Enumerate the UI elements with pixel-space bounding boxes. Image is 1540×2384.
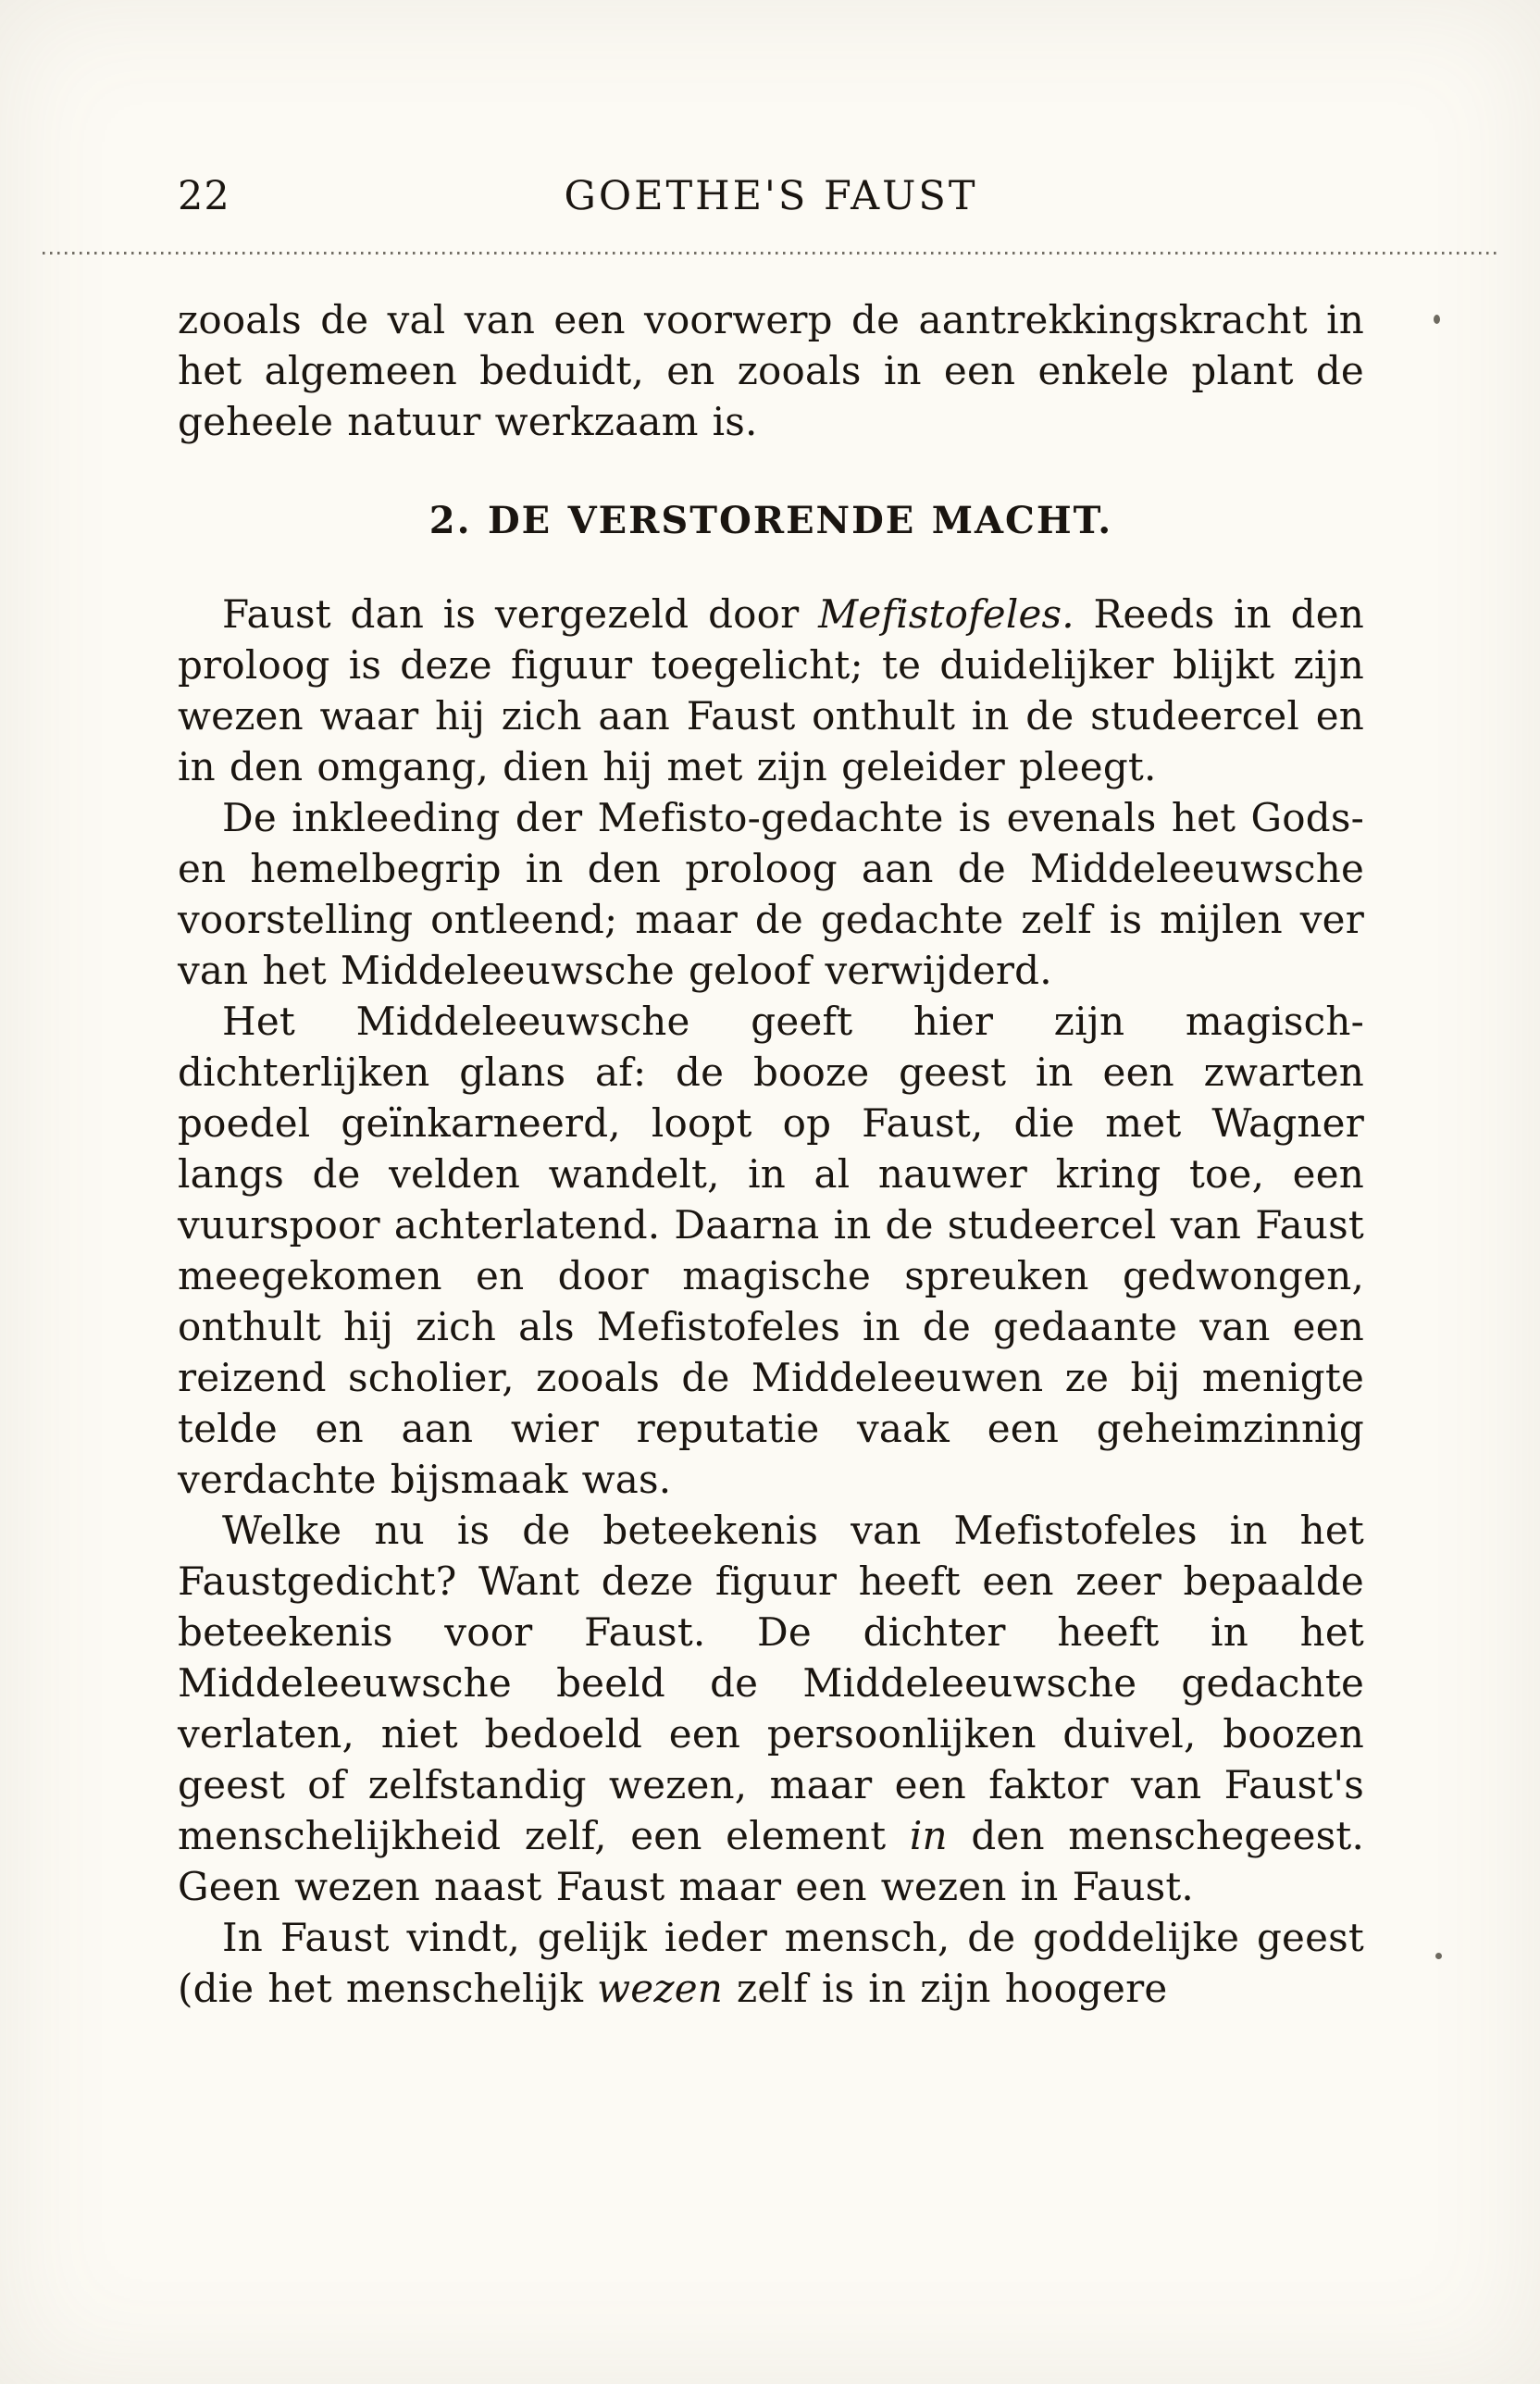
header-divider [43,252,1497,255]
page-header [178,172,1364,220]
italic-term-mefistofeles: Mefistofeles. [818,591,1074,637]
paragraph-2: De inkleeding der Mefisto-gedachte is evenals het Gods- en hemelbegrip in den proloog aan de Middeleeuwsche voorstelling ontleend; maar de gedachte zelf is mijlen ver van het Middeleeuwsche geloof verwijderd. [178,795,1364,993]
paragraph-1-text-cont: Reeds in den proloog is deze figuur toegelicht; te duidelijker blijkt zijn wezen waar hij zich aan Faust onthult in de studeercel en in den omgang, dien hij met zijn geleider pleegt. [178,591,1364,789]
italic-term-wezen: wezen [597,1966,723,2011]
paragraph-4-text-cont: den menschegeest. Geen wezen naast Faust maar een wezen in Faust. [178,1813,1365,1909]
running-title: GOETHE'S FAUST [564,173,978,219]
paragraph-3: Het Middeleeuwsche geeft hier zijn magisch-dichterlijken glans af: de booze geest in een zwarten poedel geïnkarneerd, loopt op Faust, die met Wagner langs de velden wandelt, in al nauwer kring toe, een vuurspoor achterlatend. Daarna in de studeercel van Faust meegekomen en door magische spreuken gedwongen, onthult hij zich als Mefistofeles in de gedaante van een reizend scholier, zooals de Middeleeuwen ze bij menigte telde en aan wier reputatie vaak een geheimzinnig verdachte bijsmaak was. [178,999,1365,1502]
paragraph-4 [178,1505,1364,1912]
scan-artifact-dot [1434,315,1440,324]
italic-term-in: in [909,1813,948,1858]
paragraph-5-text-cont: zelf is in zijn hoogere [723,1966,1168,2011]
paragraph-1 [178,589,1364,792]
continued-paragraph: zooals de val van een voorwerp de aantrekkingskracht in het algemeen beduidt, en zooals in een enkele plant de geheele natuur werkzaam is. [178,297,1364,444]
page-number: 22 [178,173,230,219]
section-heading: 2. DE VERSTORENDE MACHT. [428,499,1113,542]
page-text [178,294,1364,2014]
paragraph-4-text: Welke nu is de beteekenis van Mefistofeles in het Faustgedicht? Want deze figuur heeft een zeer bepaalde beteekenis voor Faust. De dichter heeft in het Middeleeuwsche beeld de Middeleeuwsche gedachte verlaten, niet bedoeld een persoonlijken duivel, boozen geest of zelfstandig wezen, maar een faktor van Faust's menschelijkheid zelf, een element [178,1508,1364,1858]
paragraph-1-text: Faust dan is vergezeld door [222,591,819,637]
paragraph-5-text: In Faust vindt, gelijk ieder mensch, de goddelijke geest (die het menschelijk [178,1915,1364,2011]
scan-artifact-dot [1435,1953,1442,1959]
paragraph-5 [178,1912,1364,2014]
